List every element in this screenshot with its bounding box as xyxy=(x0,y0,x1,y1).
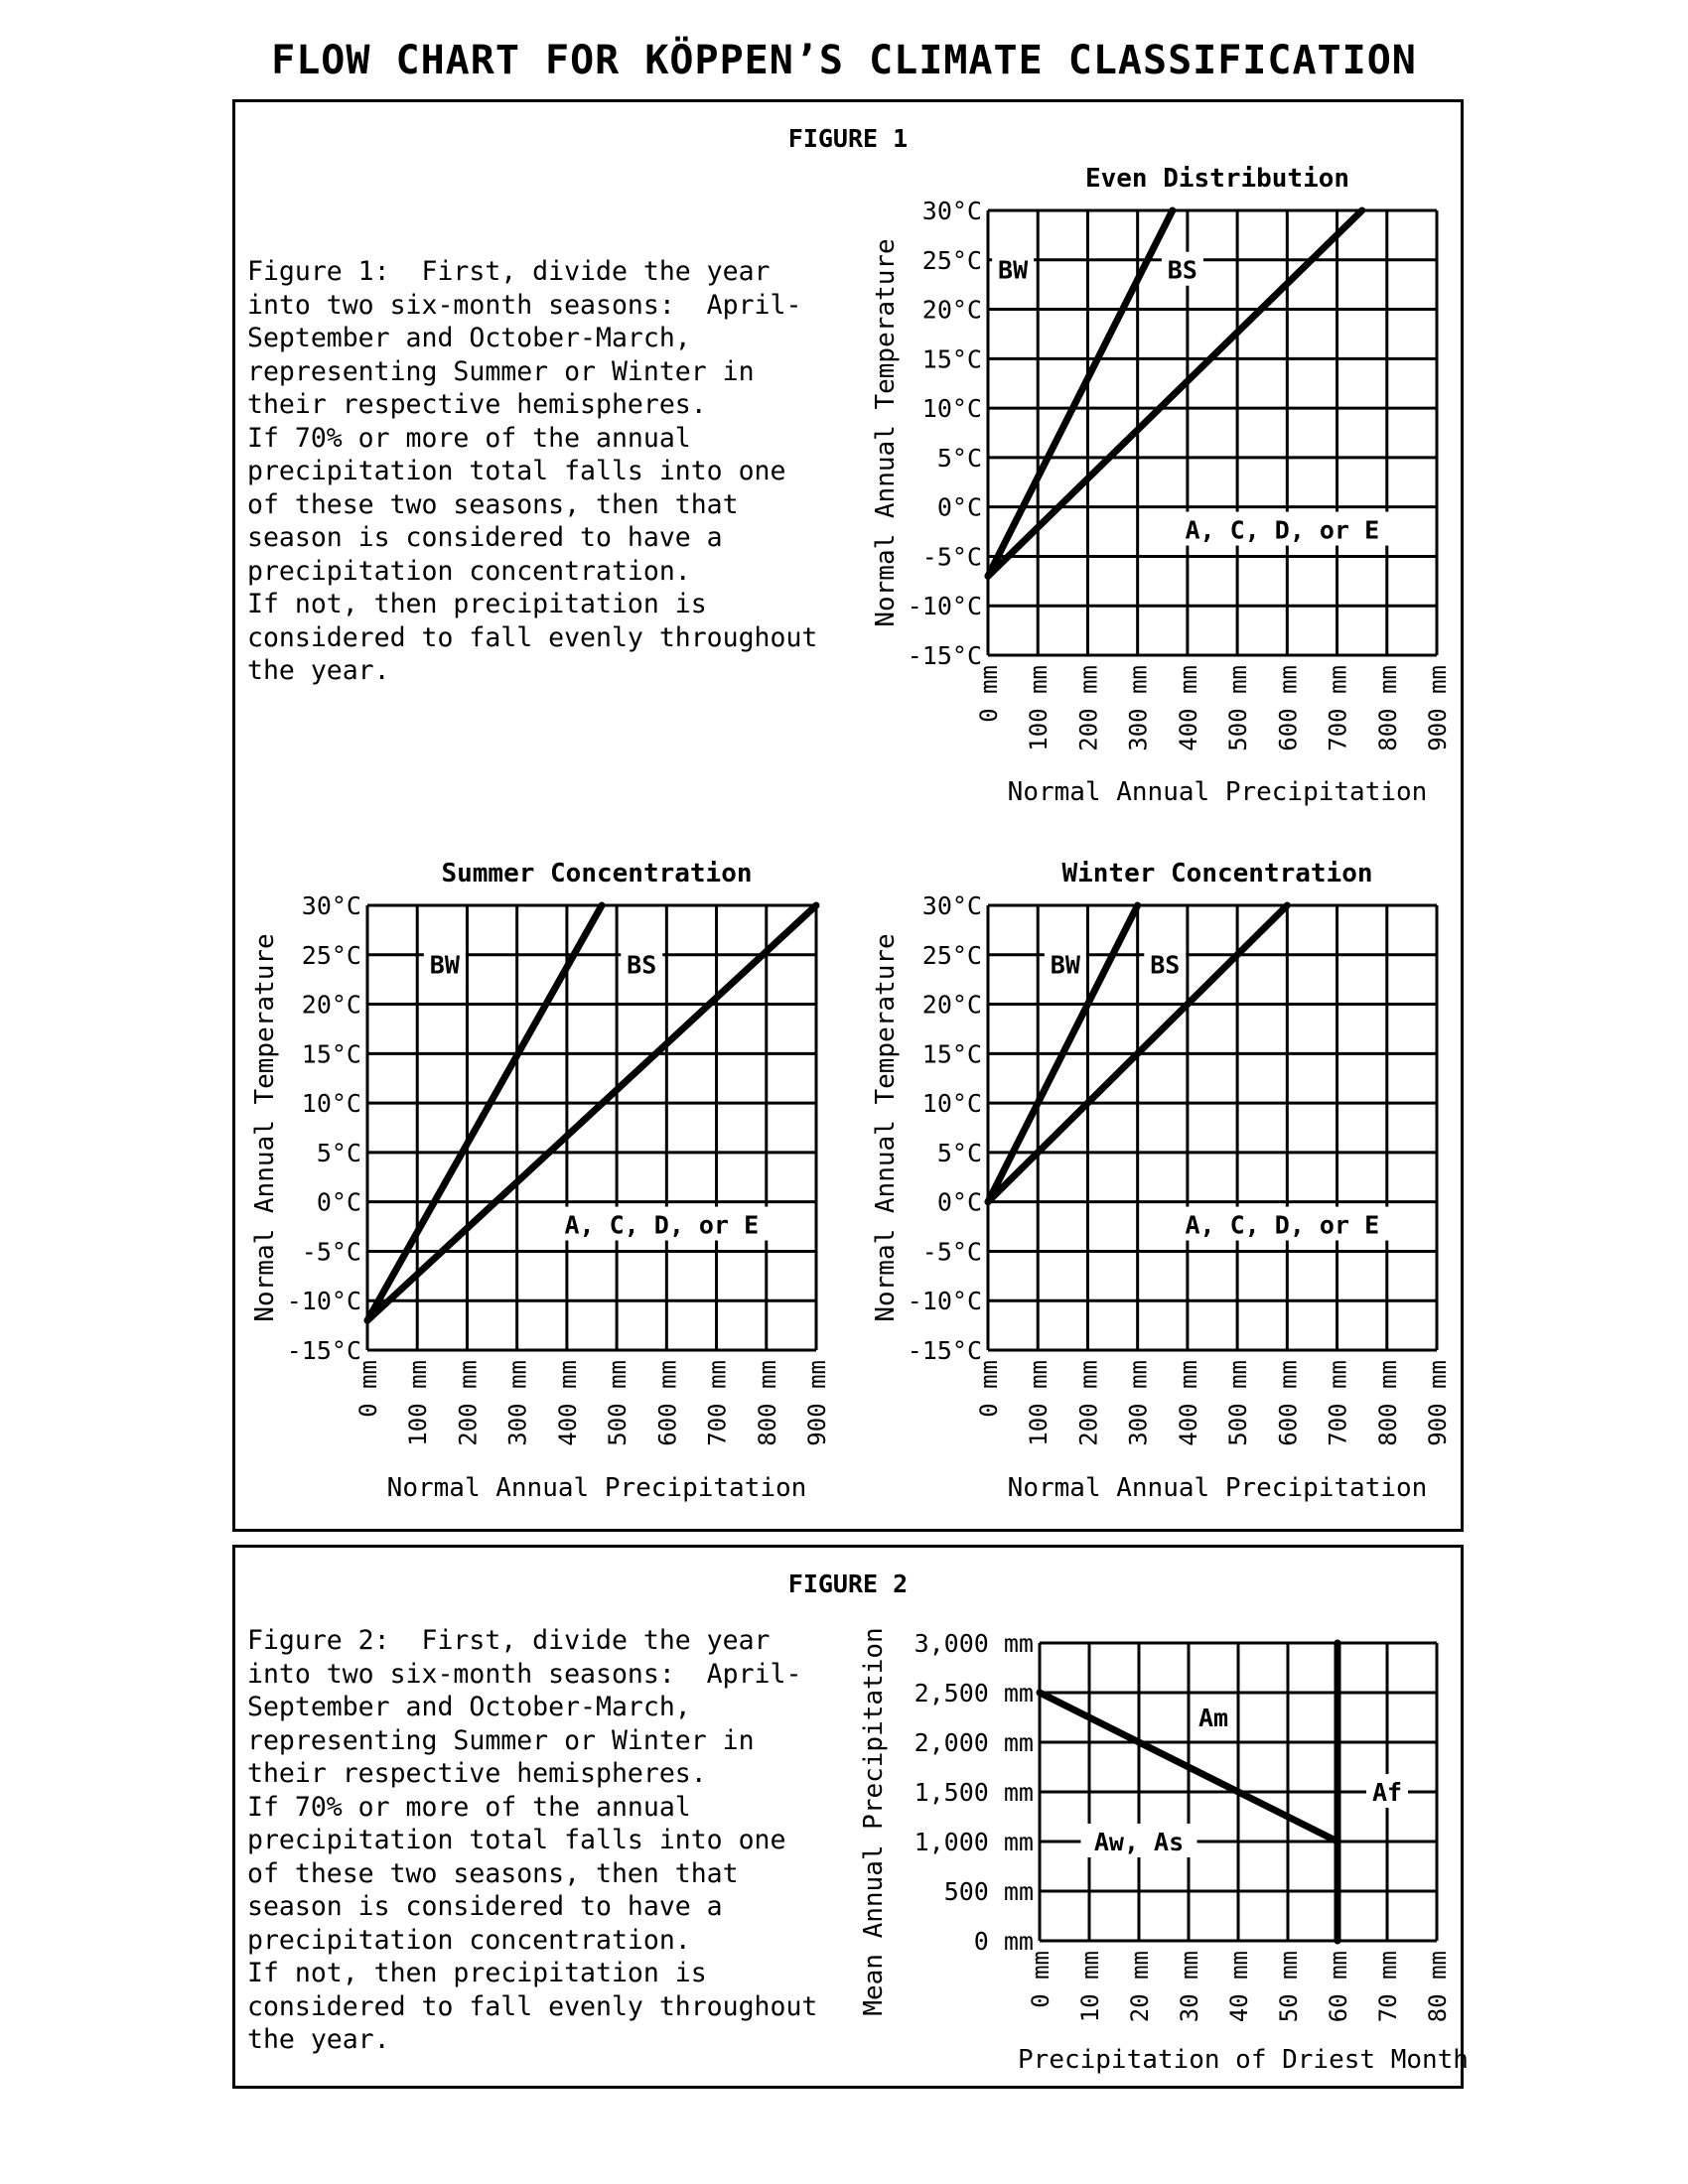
x-tick-label: 0 mm xyxy=(975,1360,1003,1418)
y-tick-label: 1,500 mm xyxy=(914,1778,1034,1807)
x-tick-label: 200 mm xyxy=(1074,1360,1103,1446)
x-tick-label: 70 mm xyxy=(1374,1951,1402,2023)
x-tick-label: 600 mm xyxy=(1274,1360,1303,1446)
y-tick-label: 2,500 mm xyxy=(914,1679,1034,1707)
region-label-af: Af xyxy=(1371,1778,1403,1807)
x-tick-label: 40 mm xyxy=(1225,1951,1253,2023)
description-line: representing Summer or Winter in xyxy=(247,355,755,387)
region-label-bs: BS xyxy=(1167,255,1197,285)
x-tick-label: 100 mm xyxy=(1025,665,1054,751)
region-label-a-c-d-or-e: A, C, D, or E xyxy=(564,1210,760,1240)
region-label-aw-as: Aw, As xyxy=(1093,1828,1185,1856)
y-tick-label: 0°C xyxy=(936,492,982,522)
y-axis-label: Mean Annual Precipitation xyxy=(859,1627,889,2016)
y-tick-label: -5°C xyxy=(301,1237,361,1267)
y-tick-label: 15°C xyxy=(301,1039,361,1069)
x-tick-label: 900 mm xyxy=(1424,1360,1452,1446)
chart-title: Summer Concentration xyxy=(441,859,753,888)
y-tick-label: -15°C xyxy=(907,641,982,670)
x-tick-label: 800 mm xyxy=(1373,665,1402,751)
y-tick-label: -15°C xyxy=(907,1336,982,1365)
x-tick-label: 800 mm xyxy=(753,1360,781,1446)
y-tick-label: -10°C xyxy=(907,592,982,621)
x-axis-label: Normal Annual Precipitation xyxy=(1007,1473,1428,1503)
x-tick-label: 100 mm xyxy=(404,1360,433,1446)
region-label-am: Am xyxy=(1197,1704,1229,1732)
description-line: the year. xyxy=(247,2024,390,2055)
description-line: season is considered to have a xyxy=(247,522,723,553)
x-axis-label: Normal Annual Precipitation xyxy=(1007,777,1428,807)
description-line: precipitation total falls into one xyxy=(247,456,786,486)
figure-2-heading: FIGURE 2 xyxy=(787,1570,909,1598)
description-line: Figure 1: First, divide the year xyxy=(247,256,771,287)
region-label-a-c-d-or-e: A, C, D, or E xyxy=(1185,515,1380,545)
x-tick-label: 80 mm xyxy=(1424,1951,1452,2023)
y-tick-label: -15°C xyxy=(286,1336,361,1365)
y-tick-label: 30°C xyxy=(921,891,982,920)
x-tick-label: 30 mm xyxy=(1176,1951,1203,2023)
description-line: their respective hemispheres. xyxy=(247,389,707,420)
y-tick-label: 10°C xyxy=(921,1089,982,1119)
y-tick-label: 500 mm xyxy=(943,1877,1034,1906)
description-line: considered to fall evenly throughout xyxy=(247,1990,818,2022)
description-line: If 70% or more of the annual xyxy=(247,422,691,454)
x-tick-label: 500 mm xyxy=(604,1360,633,1446)
x-tick-label: 0 mm xyxy=(975,665,1003,723)
x-tick-label: 200 mm xyxy=(454,1360,483,1446)
y-tick-label: 0°C xyxy=(936,1187,982,1217)
y-axis-label: Normal Annual Temperature xyxy=(250,933,280,1322)
y-tick-label: 30°C xyxy=(301,891,361,920)
x-axis-label: Normal Annual Precipitation xyxy=(386,1473,807,1503)
y-axis-label: Normal Annual Temperature xyxy=(871,238,901,627)
y-tick-label: 20°C xyxy=(301,990,361,1020)
region-label-bs: BS xyxy=(627,950,657,980)
description-line: considered to fall evenly throughout xyxy=(247,621,818,653)
description-line: precipitation concentration. xyxy=(247,555,691,587)
figure-1-heading: FIGURE 1 xyxy=(787,124,909,153)
chart-tropical xyxy=(859,1627,1469,2075)
x-tick-label: 500 mm xyxy=(1224,1360,1253,1446)
y-tick-label: 30°C xyxy=(921,197,982,225)
y-tick-label: 25°C xyxy=(301,940,361,970)
y-tick-label: 15°C xyxy=(921,1039,982,1069)
description-line: September and October-March, xyxy=(247,1692,691,1722)
y-tick-label: 5°C xyxy=(316,1138,361,1167)
y-tick-label: 15°C xyxy=(921,344,982,374)
region-label-bs: BS xyxy=(1150,950,1181,980)
x-tick-label: 700 mm xyxy=(703,1360,732,1446)
y-tick-label: 1,000 mm xyxy=(914,1828,1034,1856)
y-tick-label: -10°C xyxy=(286,1287,361,1316)
chart-winter xyxy=(871,859,1452,1503)
y-tick-label: -5°C xyxy=(921,542,982,572)
description-line: precipitation total falls into one xyxy=(247,1825,786,1855)
description-line: into two six-month seasons: April- xyxy=(247,289,802,321)
chart-title: Winter Concentration xyxy=(1061,859,1373,888)
y-tick-label: 25°C xyxy=(921,940,982,970)
page-title: FLOW CHART FOR KÖPPEN’S CLIMATE CLASSIFICATION xyxy=(271,38,1417,83)
chart-title: Even Distribution xyxy=(1084,164,1350,194)
y-tick-label: 5°C xyxy=(936,443,982,473)
x-tick-label: 300 mm xyxy=(503,1360,532,1446)
description-line: the year. xyxy=(247,655,390,686)
x-tick-label: 10 mm xyxy=(1076,1951,1104,2023)
x-tick-label: 600 mm xyxy=(653,1360,682,1446)
description-line: If not, then precipitation is xyxy=(247,589,707,619)
region-label-bw: BW xyxy=(998,255,1029,285)
description-line: If 70% or more of the annual xyxy=(247,1791,691,1823)
description-line: of these two seasons, then that xyxy=(247,488,739,520)
y-axis-label: Normal Annual Temperature xyxy=(871,933,901,1322)
description-line: If not, then precipitation is xyxy=(247,1958,707,1988)
y-tick-label: 25°C xyxy=(921,245,982,275)
x-axis-label: Precipitation of Driest Month xyxy=(1018,2045,1469,2075)
x-tick-label: 100 mm xyxy=(1025,1360,1054,1446)
description-line: of these two seasons, then that xyxy=(247,1857,739,1889)
y-tick-label: 20°C xyxy=(921,990,982,1020)
description-line: their respective hemispheres. xyxy=(247,1758,707,1789)
x-tick-label: 300 mm xyxy=(1124,1360,1153,1446)
description-line: precipitation concentration. xyxy=(247,1924,691,1956)
y-tick-label: 10°C xyxy=(301,1089,361,1119)
x-tick-label: 60 mm xyxy=(1325,1951,1352,2023)
chart-even xyxy=(871,164,1452,807)
description-line: representing Summer or Winter in xyxy=(247,1724,755,1756)
x-tick-label: 300 mm xyxy=(1124,665,1153,751)
x-tick-label: 700 mm xyxy=(1324,1360,1352,1446)
region-label-bw: BW xyxy=(1050,950,1080,980)
x-tick-label: 700 mm xyxy=(1324,665,1352,751)
x-tick-label: 200 mm xyxy=(1074,665,1103,751)
x-tick-label: 400 mm xyxy=(1174,1360,1202,1446)
x-tick-label: 900 mm xyxy=(803,1360,831,1446)
description-line: September and October-March, xyxy=(247,323,691,353)
y-tick-label: -5°C xyxy=(921,1237,982,1267)
x-tick-label: 900 mm xyxy=(1424,665,1452,751)
y-tick-label: 10°C xyxy=(921,394,982,424)
y-tick-label: -10°C xyxy=(907,1287,982,1316)
x-tick-label: 50 mm xyxy=(1275,1951,1303,2023)
x-tick-label: 0 mm xyxy=(354,1360,382,1418)
description-line: Figure 2: First, divide the year xyxy=(247,1625,771,1656)
x-tick-label: 0 mm xyxy=(1027,1951,1055,2008)
chart-summer xyxy=(250,859,831,1503)
x-tick-label: 600 mm xyxy=(1274,665,1303,751)
description-line: into two six-month seasons: April- xyxy=(247,1658,802,1690)
x-tick-label: 500 mm xyxy=(1224,665,1253,751)
x-tick-label: 20 mm xyxy=(1126,1951,1154,2023)
y-tick-label: 0°C xyxy=(316,1187,361,1217)
region-label-a-c-d-or-e: A, C, D, or E xyxy=(1185,1210,1380,1240)
y-tick-label: 0 mm xyxy=(973,1927,1034,1956)
x-tick-label: 400 mm xyxy=(553,1360,582,1446)
y-tick-label: 20°C xyxy=(921,295,982,325)
y-tick-label: 5°C xyxy=(936,1138,982,1167)
region-label-bw: BW xyxy=(429,950,460,980)
y-tick-label: 2,000 mm xyxy=(914,1728,1034,1757)
y-tick-label: 3,000 mm xyxy=(914,1629,1034,1658)
description-line: season is considered to have a xyxy=(247,1891,723,1922)
x-tick-label: 800 mm xyxy=(1373,1360,1402,1446)
x-tick-label: 400 mm xyxy=(1174,665,1202,751)
